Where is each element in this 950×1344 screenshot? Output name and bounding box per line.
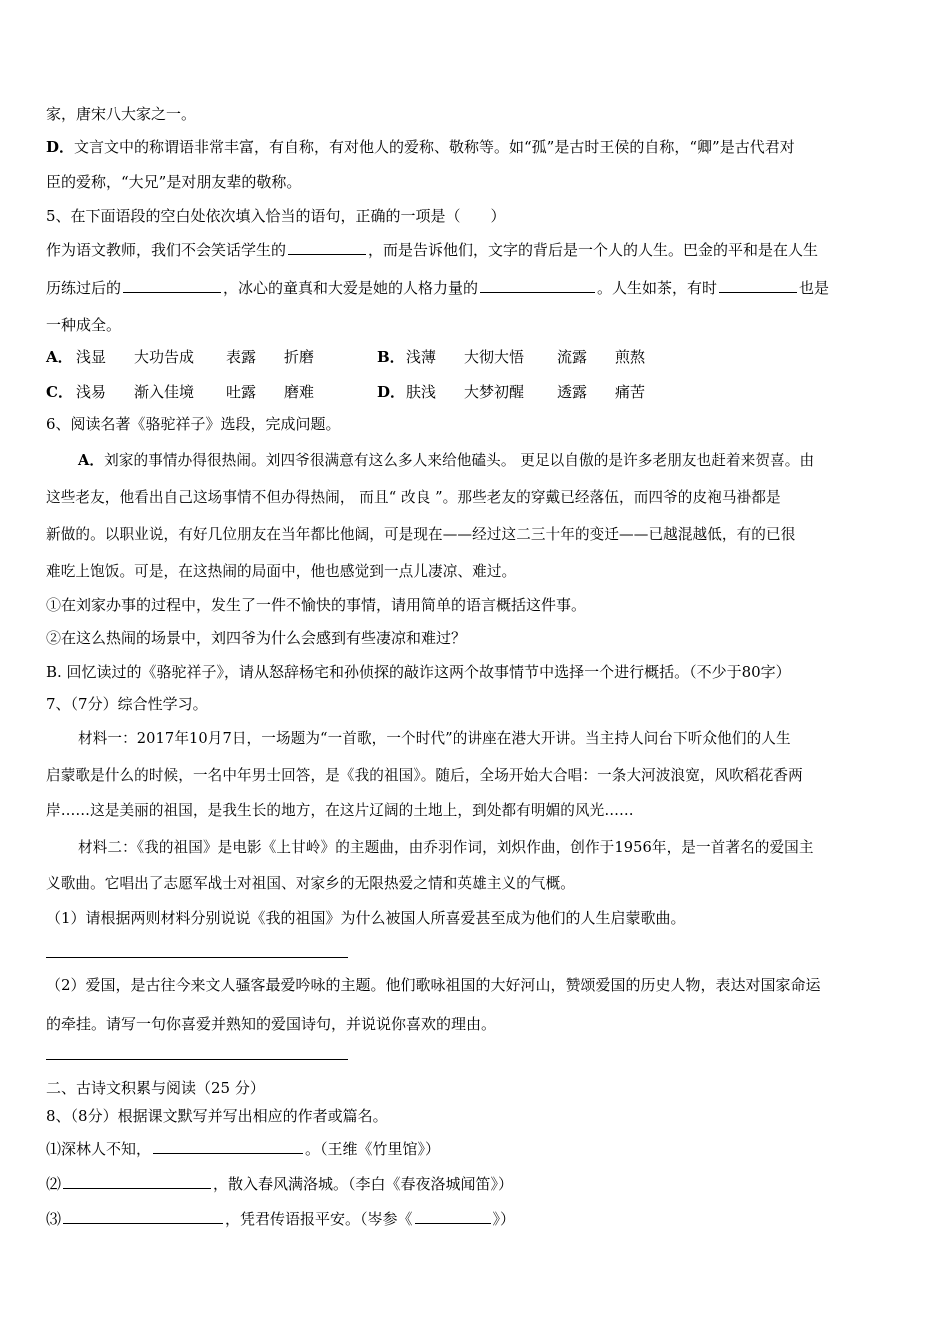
q5-text: ，而是告诉他们，文字的背后是一个人的人生。巴金的平和是在人生 — [368, 241, 819, 259]
option-item: 吐露 — [226, 383, 257, 401]
option-item: 大功告成 — [134, 348, 195, 366]
option-item: 浅薄 — [406, 348, 437, 366]
q8-blank-1[interactable] — [153, 1138, 303, 1154]
q5-passage-line3: 一种成全。 — [46, 316, 122, 334]
option-label: B． — [377, 348, 405, 366]
option-label: A． — [46, 348, 73, 366]
q5-blank-3[interactable] — [480, 277, 595, 293]
q7-material1-line2: 启蒙歌是什么的时候，一名中年男士回答，是《我的祖国》。随后，全场开始大合唱：一条大河波浪宽，风吹稻花香两 — [46, 767, 803, 784]
q8-line-3 — [46, 1208, 515, 1229]
q5-blank-2[interactable] — [123, 277, 221, 293]
q8-stem: 8、（8分）根据课文默写并写出相应的作者或篇名。 — [46, 1107, 388, 1125]
option-item: 肤浅 — [406, 383, 437, 401]
q4-option-d-label: D． — [46, 138, 75, 156]
q8-blank-2[interactable] — [63, 1173, 211, 1189]
q8-text: ，凭君传语报平安。（岑参《 — [225, 1210, 413, 1228]
section-2-heading: 二、古诗文积累与阅读（25 分） — [46, 1079, 265, 1097]
q5-text: 作为语文教师，我们不会笑话学生的 — [46, 241, 287, 259]
q5-text: 。人生如茶，有时 — [597, 279, 718, 297]
option-item: 表露 — [226, 348, 257, 366]
q5-text: ，冰心的童真和大爱是她的人格力量的 — [223, 279, 479, 297]
option-item: 渐入佳境 — [134, 383, 195, 401]
option-item: 浅易 — [76, 383, 107, 401]
q7-material2-line1: 材料二：《我的祖国》是电影《上甘岭》的主题曲，由乔羽作词，刘炽作曲，创作于1956年，是一首著名的爱国主 — [78, 839, 814, 856]
q5-passage-line1 — [46, 239, 818, 260]
q8-text: ⑵ — [46, 1175, 62, 1193]
carry-over-line: 家，唐宋八大家之一。 — [46, 105, 197, 123]
q5-text: 历练过后的 — [46, 279, 122, 297]
q8-blank-4[interactable] — [415, 1208, 491, 1224]
q7-material1-line1: 材料一：2017年10月7日，一场题为“一首歌，一个时代”的讲座在港大开讲。当主持人问台下听众他们的人生 — [78, 730, 791, 747]
option-item: 折磨 — [284, 348, 315, 366]
q8-text: ⑴深林人不知， — [46, 1140, 152, 1158]
q6-excerpt-line2: 这些老友，他看出自己这场事情不但办得热闹， 而且“ 改良 ”。那些老友的穿戴已经落伍，而四爷的皮袍马褂都是 — [46, 489, 781, 506]
q8-line-1 — [46, 1138, 440, 1159]
q6-excerpt-line3: 新做的。以职业说，有好几位朋友在当年都比他阔，可是现在——经过这二三十年的变迁——已越混越低，有的已很 — [46, 526, 796, 543]
q8-line-2 — [46, 1173, 513, 1194]
option-item: 痛苦 — [615, 383, 646, 401]
q6-excerpt-line1 — [78, 451, 814, 471]
option-item: 煎熬 — [615, 348, 646, 366]
q5-blank-1[interactable] — [288, 239, 366, 255]
q6-excerpt-text: 刘家的事情办得很热闹。刘四爷很满意有这么多人来给他磕头。 更足以自傲的是许多老朋友也赶着来贺喜。由 — [104, 452, 815, 469]
q6-subquestion-1: ①在刘家办事的过程中，发生了一件不愉快的事情，请用简单的语言概括这件事。 — [46, 596, 587, 614]
q7-question-2-line1: （2）爱国，是古往今来文人骚客最爱吟咏的主题。他们歌咏祖国的大好河山，赞颂爱国的历史人物，表达对国家命运 — [46, 976, 821, 994]
q4-option-d-line2: 臣的爱称，“大兄”是对朋友辈的敬称。 — [46, 173, 302, 191]
option-item: 透露 — [557, 383, 588, 401]
q8-text: ⑶ — [46, 1210, 62, 1228]
option-label: C． — [46, 383, 73, 401]
q7-question-2-line2: 的牵挂。请写一句你喜爱并熟知的爱国诗句，并说说你喜欢的理由。 — [46, 1015, 497, 1033]
q5-passage-line2 — [46, 277, 829, 298]
option-item: 大梦初醒 — [464, 383, 525, 401]
q6-subquestion-2: ②在这么热闹的场景中，刘四爷为什么会感到有些凄凉和难过？ — [46, 629, 467, 647]
option-item: 大彻大悟 — [464, 348, 525, 366]
q6-part-b: B. 回忆读过的《骆驼祥子》，请从怒辞杨宅和孙侦探的敲诈这两个故事情节中选择一个进行概括。（不少于80字） — [46, 663, 791, 681]
option-item: 流露 — [557, 348, 588, 366]
q7-material1-line3: 岸……这是美丽的祖国，是我生长的地方，在这片辽阔的土地上，到处都有明媚的风光…… — [46, 802, 634, 819]
q8-text: ，散入春风满洛城。（李白《春夜洛城闻笛》） — [213, 1175, 514, 1193]
q6-stem: 6、阅读名著《骆驼祥子》选段，完成问题。 — [46, 415, 341, 433]
option-item: 浅显 — [76, 348, 107, 366]
q5-text: 也是 — [799, 279, 830, 297]
q8-text: 。（王维《竹里馆》） — [305, 1140, 441, 1158]
q7-answer-line-2[interactable] — [46, 1059, 348, 1060]
q5-blank-4[interactable] — [719, 277, 797, 293]
q8-text: 》） — [492, 1210, 516, 1228]
q6-excerpt-line4: 难吃上饱饭。可是，在这热闹的局面中，他也感觉到一点儿凄凉、难过。 — [46, 563, 517, 580]
q7-stem: 7、（7分）综合性学习。 — [46, 695, 208, 713]
q7-question-1: （1）请根据两则材料分别说说《我的祖国》为什么被国人所喜爱甚至成为他们的人生启蒙歌曲。 — [46, 909, 686, 927]
option-item: 磨难 — [284, 383, 315, 401]
q4-option-d-line1 — [46, 137, 795, 157]
q5-stem: 5、在下面语段的空白处依次填入恰当的语句，正确的一项是（ ） — [46, 207, 506, 225]
q7-answer-line-1[interactable] — [46, 957, 348, 958]
option-label: D． — [377, 383, 406, 401]
q6-part-a-label: A． — [78, 452, 105, 469]
q8-blank-3[interactable] — [63, 1208, 223, 1224]
q7-material2-line2: 义歌曲。它唱出了志愿军战士对祖国、对家乡的无限热爱之情和英雄主义的气概。 — [46, 875, 575, 892]
q4-option-d-text: 文言文中的称谓语非常丰富，有自称，有对他人的爱称、敬称等。如“孤”是古时王侯的自称，“卿”是古代君对 — [74, 138, 795, 156]
